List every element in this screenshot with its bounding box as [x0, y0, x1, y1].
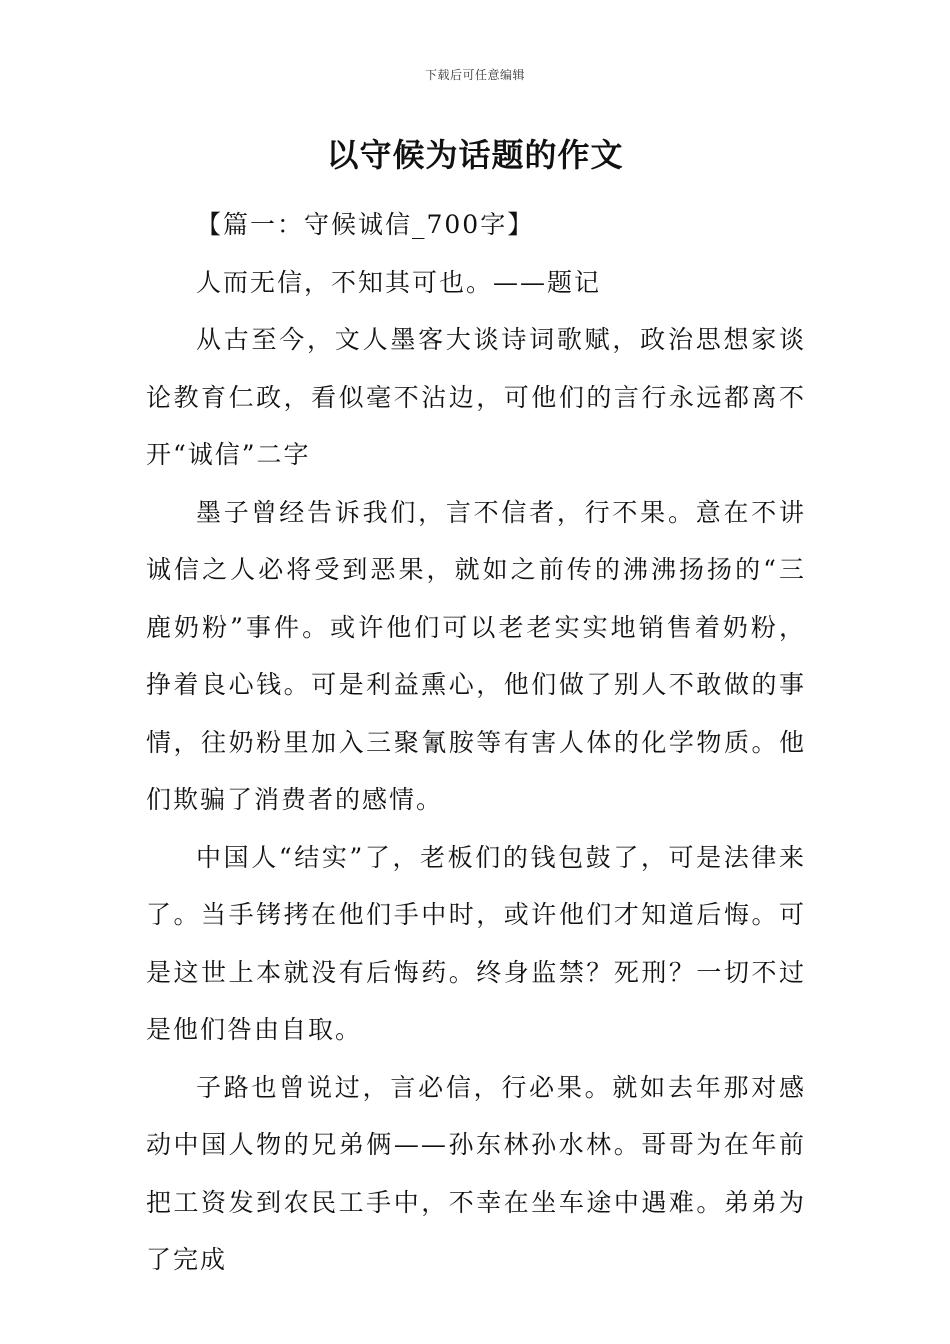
paragraph: 中国人“结实”了，老板们的钱包鼓了，可是法律来了。当手铐拷在他们手中时，或许他们才知道后悔。可是这世上本就没有后悔药。终身监禁？死刑？一切不过是他们咎由自取。	[146, 842, 806, 1044]
paragraph: 从古至今，文人墨客大谈诗词歌赋，政治思想家谈论教育仁政，看似毫不沾边，可他们的言行永远都离不开“诚信”二字	[146, 325, 806, 469]
header-note: 下载后可任意编辑	[424, 68, 525, 82]
epigraph: 人而无信，不知其可也。——题记	[196, 267, 602, 297]
document-title: 以守候为话题的作文	[326, 136, 624, 174]
paragraph: 墨子曾经告诉我们，言不信者，行不果。意在不讲诚信之人必将受到恶果，就如之前传的沸沸扬扬的“三鹿奶粉”事件。或许他们可以老老实实地销售着奶粉，挣着良心钱。可是利益熏心，他们做了别人不敢做的事情，往奶粉里加入三聚氰胺等有害人体的化学物质。他们欺骗了消费者的感情。	[146, 497, 806, 814]
section-heading: 【篇一：守候诚信_700字】	[196, 210, 535, 239]
document-body	[146, 196, 806, 1289]
paragraph: 子路也曾说过，言必信，行必果。就如去年那对感动中国人物的兄弟俩——孙东林孙水林。哥哥为在年前把工资发到农民工手中，不幸在坐车途中遇难。弟弟为了完成	[146, 1072, 806, 1274]
